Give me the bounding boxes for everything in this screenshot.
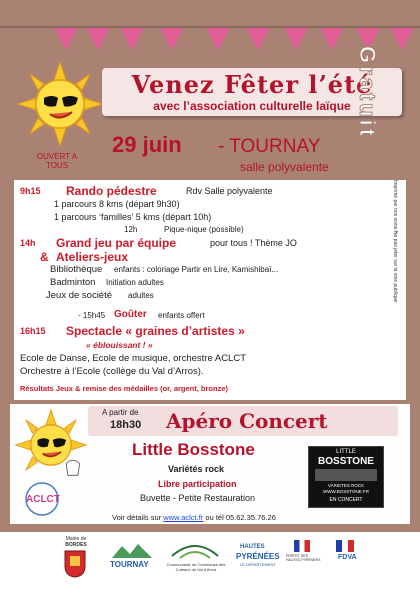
jeux-societe-label: Jeux de société — [46, 290, 113, 301]
page-subtitle: avec l’association culturelle laïque — [153, 99, 351, 113]
coteaux-logo-icon — [170, 538, 220, 560]
svg-text:Gratuit: Gratuit — [355, 46, 380, 140]
jeu-title: Grand jeu par équipe — [56, 236, 177, 250]
website-link[interactable]: www.aclct.fr — [163, 513, 204, 522]
ateliers-prefix: & — [40, 250, 49, 264]
apero-header — [88, 406, 398, 436]
ateliers-title: Ateliers-jeux — [56, 250, 129, 264]
page-title: Venez Fêter l’été — [131, 70, 373, 99]
gratuit-badge — [354, 46, 380, 356]
spectacle-line-1: Ecole de Danse, Ecole de musique, orchestre ACLCT — [20, 353, 247, 364]
picnic-time: 12h — [124, 225, 138, 234]
svg-text:Imprimé par nos soins-Ne pas j: Imprimé par nos soins-Ne pas jeter sur la voie publique — [392, 180, 398, 303]
tournay-logo-text: TOURNAY — [110, 560, 149, 569]
rando-line-2: 1 parcours ‘familles’ 5 kms (départ 10h) — [54, 212, 212, 222]
svg-text:ACLCT: ACLCT — [26, 494, 60, 505]
band-genre: Variétés rock — [168, 464, 225, 474]
rando-title: Rando pédestre — [66, 184, 157, 198]
rando-line-1: 1 parcours 8 kms (départ 9h30) — [54, 199, 180, 209]
participation-label: Libre participation — [158, 479, 237, 489]
spectacle-line-2: Orchestre à l’Ecole (collège du Val d’Arros). — [20, 366, 204, 377]
gouter-time: - 15h45 — [78, 311, 106, 320]
side-note — [386, 178, 396, 398]
tournay-mountains-icon — [112, 542, 152, 558]
footer-details: Voir détails sur www.aclct.fr ou tél 05.62.35.76.26 — [112, 513, 276, 522]
event-venue: salle polyvalente — [240, 160, 329, 174]
jeu-time: 14h — [20, 238, 36, 248]
picnic-text: Pique-nique (possible) — [164, 225, 244, 234]
bordes-crest-icon — [64, 550, 86, 578]
republic-flag-icon — [336, 540, 354, 552]
french-flag-icon — [294, 540, 310, 552]
spectacle-quote: « éblouissant ! » — [86, 340, 153, 350]
spectacle-title: Spectacle « graines d’artistes » — [66, 324, 245, 338]
partners-strip — [0, 532, 420, 594]
event-place: - TOURNAY — [218, 136, 321, 157]
rando-time: 9h15 — [20, 186, 41, 196]
sun-sunglasses-icon — [16, 60, 104, 148]
jeux-societe-detail: adultes — [128, 291, 154, 300]
fdva-text: FDVA — [338, 554, 357, 561]
sun-thumbs-up-icon — [14, 408, 88, 482]
pyrenees-text: PYRÉNÉES — [236, 552, 280, 561]
prefet-text: PRÉFET DES HAUTES-PYRÉNÉES — [286, 554, 321, 562]
badminton-label: Badminton — [50, 277, 96, 288]
concert-time: 18h30 — [110, 419, 142, 431]
coteaux-logo-text: Communauté de Communes des Coteaux du Val d’Arros — [166, 562, 226, 572]
biblio-label: Bibliothèque — [50, 264, 103, 275]
results-line: Résultats Jeux & remise des médailles (or, argent, bronze) — [20, 384, 228, 393]
open-to-all-label: OUVERT A TOUS — [36, 152, 78, 170]
services-label: Buvette - Petite Restauration — [140, 493, 256, 503]
concert-title: Apéro Concert — [166, 409, 328, 433]
jeu-text: pour tous ! Thème JO — [210, 238, 297, 248]
program-panel — [14, 180, 406, 400]
event-date: 29 juin — [112, 132, 182, 157]
band-logo: LITTLE BOSSTONE VARIETES ROCK WWW.BOSSTONE.FR EN CONCERT — [308, 446, 384, 508]
rando-meeting: Rdv Salle polyvalente — [186, 186, 273, 196]
band-name: Little Bosstone — [132, 440, 255, 459]
departement-text: LE DÉPARTEMENT — [240, 562, 276, 567]
aclct-logo-icon — [18, 480, 66, 518]
gouter-detail: enfants offert — [158, 311, 205, 320]
concert-from-label: A partir de — [102, 408, 139, 417]
gouter-title: Goûter — [114, 309, 147, 320]
city-skyline-icon — [315, 469, 377, 481]
biblio-detail: enfants : coloriage Partir en Lire, Kamishibaï... — [114, 265, 279, 274]
spectacle-time: 16h15 — [20, 326, 46, 336]
hautes-text: HAUTES — [240, 544, 265, 550]
badminton-detail: Initiation adultes — [106, 278, 164, 287]
mairie-label: Mairie de BORDES — [65, 536, 87, 548]
